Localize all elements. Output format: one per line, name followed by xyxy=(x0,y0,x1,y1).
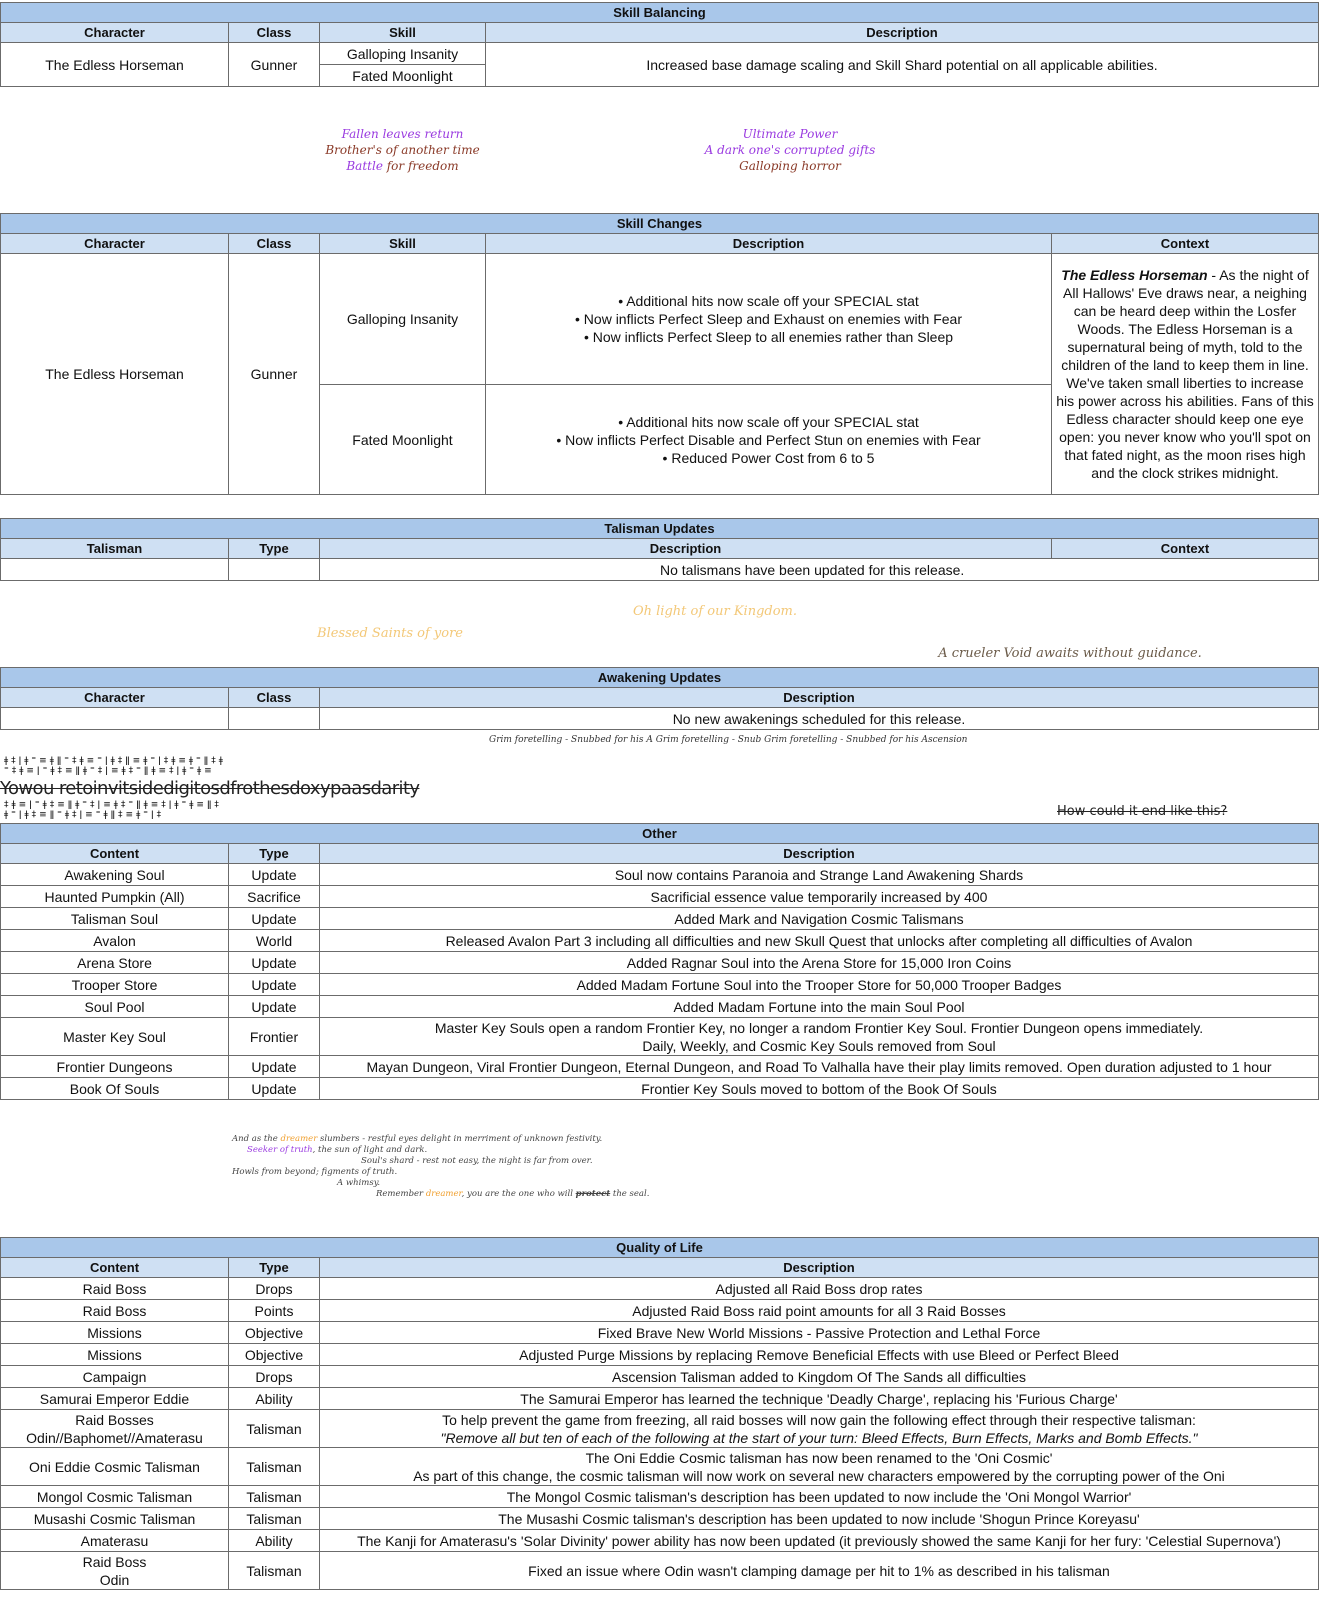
type-cell: Talisman xyxy=(229,1486,320,1508)
content-line: Soul Pool xyxy=(84,998,145,1015)
content-cell xyxy=(1,1410,229,1448)
type-cell: Update xyxy=(229,996,320,1018)
table-row xyxy=(1,886,1319,908)
description-cell xyxy=(320,996,1319,1018)
type-cell: Update xyxy=(229,952,320,974)
poem-left xyxy=(300,126,505,174)
poem-fragment: protect xyxy=(575,1189,611,1199)
description-line: Fixed Brave New World Missions - Passive Protection and Lethal Force xyxy=(597,1324,1041,1341)
content-cell xyxy=(1,930,229,952)
description-cell xyxy=(320,1278,1319,1300)
column-header: Description xyxy=(320,688,1319,708)
poem-fragment: the seal. xyxy=(610,1189,650,1199)
type-cell: Talisman xyxy=(229,1410,320,1448)
description-cell xyxy=(320,1410,1319,1448)
poem-fragment: , the sun of light and dark. xyxy=(312,1145,428,1155)
description-line: Fixed an issue where Odin wasn't clamping damage per hit to 1% as described in his talisman xyxy=(528,1562,1110,1579)
description-cell xyxy=(486,254,1052,385)
table-row xyxy=(1,1508,1319,1530)
description-line: Daily, Weekly, and Cosmic Key Souls removed from Soul xyxy=(642,1037,996,1054)
context-cell xyxy=(1052,254,1319,495)
content-cell xyxy=(1,1388,229,1410)
column-header: Character xyxy=(1,23,229,43)
skill-cell: Fated Moonlight xyxy=(320,385,486,495)
column-header: Content xyxy=(1,844,229,864)
description-cell xyxy=(320,1018,1319,1056)
table-row xyxy=(1,1388,1319,1410)
class-cell: Gunner xyxy=(229,254,320,495)
content-line: Oni Eddie Cosmic Talisman xyxy=(29,1458,200,1475)
type-cell: Ability xyxy=(229,1388,320,1410)
poem-line xyxy=(232,1134,602,1145)
table-row xyxy=(1,1078,1319,1100)
glitch-text xyxy=(0,756,420,820)
description-line: To help prevent the game from freezing, all raid bosses will now gain the following effect through their respective talisman: xyxy=(442,1411,1196,1428)
content-cell xyxy=(1,908,229,930)
section-title: Skill Changes xyxy=(1,214,1319,234)
poem-fragment: Remember xyxy=(376,1189,426,1199)
description-line: Added Madam Fortune Soul into the Trooper Store for 50,000 Trooper Badges xyxy=(576,976,1062,993)
column-header: Class xyxy=(229,234,320,254)
content-line: Raid Boss xyxy=(82,1553,147,1570)
quality-of-life-table xyxy=(0,1237,1319,1590)
content-cell xyxy=(1,952,229,974)
table-row xyxy=(1,1448,1319,1486)
type-cell: Ability xyxy=(229,1530,320,1552)
empty-cell xyxy=(229,708,320,730)
poem-line: A whimsy. xyxy=(337,1178,381,1188)
content-line: Musashi Cosmic Talisman xyxy=(33,1510,196,1527)
poem-line-kingdom: Oh light of our Kingdom. xyxy=(632,604,798,619)
table-row xyxy=(1,996,1319,1018)
column-header: Context xyxy=(1052,539,1319,559)
poem-word: Battle xyxy=(346,159,383,173)
description-cell: Increased base damage scaling and Skill Shard potential on all applicable abilities. xyxy=(486,43,1319,87)
column-header: Class xyxy=(229,688,320,708)
glitch-noise: ǂ‡ǀǂ⁼≡ǂǁ⁼‡ǂ≡⁼ǀǂ‡ǁ≡ǂ⁼ǀ‡ǂ≡ǂ⁼ǁ‡ǂ ⁼‡ǂ≡ǀ⁼ǂ‡≡ǁǂ⁼‡ǀ≡ǂ‡⁼ǁǂ≡‡ǀǂ⁼ǂ≡ xyxy=(4,756,226,776)
grim-foretelling-text: Grim foretelling - Snubbed for his A Grim foretelling - Snub Grim foretelling - Snubbed for his Ascension xyxy=(489,735,968,745)
type-cell: Objective xyxy=(229,1344,320,1366)
character-cell: The Edless Horseman xyxy=(1,254,229,495)
column-header: Description xyxy=(320,1258,1319,1278)
description-cell xyxy=(320,1366,1319,1388)
description-line: The Musashi Cosmic talisman's description has been updated to now include 'Shogun Prince Koreyasu' xyxy=(498,1510,1140,1527)
table-row xyxy=(1,1300,1319,1322)
description-cell xyxy=(320,974,1319,996)
content-line: Haunted Pumpkin (All) xyxy=(44,888,185,905)
description-cell xyxy=(320,1078,1319,1100)
column-header: Description xyxy=(486,234,1052,254)
table-row xyxy=(1,864,1319,886)
table-row xyxy=(1,1366,1319,1388)
type-cell: Drops xyxy=(229,1366,320,1388)
type-cell: Drops xyxy=(229,1278,320,1300)
other-table xyxy=(0,823,1319,1100)
column-header: Skill xyxy=(320,23,486,43)
content-line: Master Key Soul xyxy=(63,1028,166,1045)
poem-fragment: , you are the one who will xyxy=(461,1189,576,1199)
table-row xyxy=(1,930,1319,952)
description-line: The Samurai Emperor has learned the technique 'Deadly Charge', replacing his 'Furious Charge' xyxy=(520,1390,1118,1407)
type-cell: Update xyxy=(229,1056,320,1078)
description-line: As part of this change, the cosmic talisman will now work on several new characters empowered by the corrupting power of the Oni xyxy=(413,1467,1225,1484)
description-cell xyxy=(320,1508,1319,1530)
description-line: Adjusted Raid Boss raid point amounts for all 3 Raid Bosses xyxy=(632,1302,1006,1319)
empty-message: No talismans have been updated for this release. xyxy=(320,559,1319,581)
context-title: The Edless Horseman xyxy=(1061,267,1208,283)
table-row xyxy=(1,1056,1319,1078)
poem-line: A dark one's corrupted gifts xyxy=(704,143,876,157)
table-row xyxy=(1,908,1319,930)
content-line: Odin xyxy=(99,1571,130,1588)
poem-fragment: And as the xyxy=(232,1134,281,1144)
glitch-question: How could it end like this? xyxy=(1057,804,1228,819)
type-cell: World xyxy=(229,930,320,952)
content-cell xyxy=(1,864,229,886)
skill-cell: Galloping Insanity xyxy=(320,254,486,385)
description-line: • Now inflicts Perfect Sleep to all enemies rather than Sleep xyxy=(583,329,954,345)
description-cell xyxy=(320,1530,1319,1552)
empty-cell xyxy=(1,559,229,581)
poem-line: Ultimate Power xyxy=(742,127,838,141)
table-row xyxy=(1,1410,1319,1448)
description-cell xyxy=(320,952,1319,974)
poem-fragment: dreamer xyxy=(280,1134,318,1144)
content-cell xyxy=(1,1300,229,1322)
content-cell xyxy=(1,1366,229,1388)
poem-line xyxy=(300,158,505,174)
table-row xyxy=(1,1530,1319,1552)
skill-balancing-table xyxy=(0,2,1319,87)
table-row xyxy=(1,1486,1319,1508)
table-row xyxy=(1,1344,1319,1366)
content-cell xyxy=(1,1508,229,1530)
description-line: Frontier Key Souls moved to bottom of the Book Of Souls xyxy=(641,1080,997,1097)
content-line: Odin//Baphomet//Amaterasu xyxy=(26,1429,203,1446)
table-row xyxy=(1,1552,1319,1590)
content-line: Missions xyxy=(87,1324,142,1341)
section-title: Talisman Updates xyxy=(1,519,1319,539)
description-cell xyxy=(486,385,1052,495)
description-cell xyxy=(320,1448,1319,1486)
description-line: "Remove all but ten of each of the following at the start of your turn: Bleed Effects, Burn Effects, Marks and Bomb Effects." xyxy=(440,1429,1198,1446)
content-line: Trooper Store xyxy=(71,976,158,993)
description-cell xyxy=(320,1552,1319,1590)
poem-fragment: dreamer xyxy=(425,1189,462,1199)
table-row xyxy=(1,952,1319,974)
description-line: The Mongol Cosmic talisman's description has been updated to now include the 'Oni Mongol Warrior' xyxy=(506,1488,1132,1505)
column-header: Type xyxy=(229,539,320,559)
table-row xyxy=(1,1322,1319,1344)
content-line: Raid Bosses xyxy=(75,1411,154,1428)
table-row xyxy=(1,1018,1319,1056)
poem-line xyxy=(247,1145,427,1156)
description-line: The Oni Eddie Cosmic talisman has now been renamed to the 'Oni Cosmic' xyxy=(585,1449,1053,1466)
poem-dreamer xyxy=(0,1134,700,1212)
content-cell xyxy=(1,1552,229,1590)
column-header: Description xyxy=(320,539,1052,559)
description-line: Adjusted all Raid Boss drop rates xyxy=(715,1280,923,1297)
content-cell xyxy=(1,1056,229,1078)
type-cell: Talisman xyxy=(229,1552,320,1590)
content-line: Avalon xyxy=(93,932,136,949)
section-title: Skill Balancing xyxy=(1,3,1319,23)
content-cell xyxy=(1,1078,229,1100)
content-line: Arena Store xyxy=(77,954,152,971)
column-header: Context xyxy=(1052,234,1319,254)
content-line: Frontier Dungeons xyxy=(56,1058,173,1075)
description-line: Ascension Talisman added to Kingdom Of The Sands all difficulties xyxy=(611,1368,1027,1385)
description-line: Adjusted Purge Missions by replacing Remove Beneficial Effects with use Bleed or Perfect Bleed xyxy=(519,1346,1119,1363)
column-header: Description xyxy=(486,23,1319,43)
content-cell xyxy=(1,974,229,996)
description-line: • Now inflicts Perfect Disable and Perfect Stun on enemies with Fear xyxy=(556,431,981,448)
type-cell: Sacrifice xyxy=(229,886,320,908)
description-cell xyxy=(320,908,1319,930)
description-line: Added Mark and Navigation Cosmic Talismans xyxy=(674,910,964,927)
poem-fragment: slumbers - restful eyes delight in merriment of unknown festivity. xyxy=(317,1134,603,1144)
section-title: Other xyxy=(1,824,1319,844)
content-cell xyxy=(1,996,229,1018)
type-cell: Points xyxy=(229,1300,320,1322)
section-title: Awakening Updates xyxy=(1,668,1319,688)
column-header: Type xyxy=(229,844,320,864)
poem-line: Brother's of another time xyxy=(325,143,480,157)
content-line: Campaign xyxy=(82,1368,147,1385)
description-line: Released Avalon Part 3 including all difficulties and new Skull Quest that unlocks after completing all difficulties of Avalon xyxy=(445,932,1193,949)
type-cell: Update xyxy=(229,1078,320,1100)
context-text: - As the night of All Hallows' Eve draws near, a neighing can be heard deep within the Losfer Woods. The Edless Horseman is a supernatural being of myth, told to the children of the land to keep them in line. We've taken small liberties to increase his power across his abilities. Fans of this Edless character should keep one eye open: you never know who you'll spot on that fated night, as the moon rises high and the clock strikes midnight. xyxy=(1056,267,1314,481)
section-title: Quality of Life xyxy=(1,1238,1319,1258)
table-row xyxy=(1,1278,1319,1300)
column-header: Skill xyxy=(320,234,486,254)
poem-line: Howls from beyond; figments of truth. xyxy=(232,1167,398,1177)
content-line: Book Of Souls xyxy=(69,1080,160,1097)
description-cell xyxy=(320,886,1319,908)
column-header: Type xyxy=(229,1258,320,1278)
poem-line: Soul's shard - rest not easy, the night is far from over. xyxy=(361,1156,593,1166)
content-line: Raid Boss xyxy=(82,1302,147,1319)
content-cell xyxy=(1,1344,229,1366)
description-cell xyxy=(320,1344,1319,1366)
content-cell xyxy=(1,1448,229,1486)
table-row xyxy=(1,974,1319,996)
empty-cell xyxy=(1,708,229,730)
skill-cell: Fated Moonlight xyxy=(320,65,486,87)
description-cell xyxy=(320,1322,1319,1344)
content-cell xyxy=(1,1530,229,1552)
content-line: Raid Boss xyxy=(82,1280,147,1297)
column-header: Character xyxy=(1,688,229,708)
content-line: Samurai Emperor Eddie xyxy=(39,1390,190,1407)
column-header: Talisman xyxy=(1,539,229,559)
content-cell xyxy=(1,886,229,908)
type-cell: Frontier xyxy=(229,1018,320,1056)
description-line: Added Ragnar Soul into the Arena Store for 15,000 Iron Coins xyxy=(626,954,1012,971)
empty-message: No new awakenings scheduled for this release. xyxy=(320,708,1319,730)
empty-cell xyxy=(229,559,320,581)
poem-right xyxy=(670,126,910,174)
column-header: Description xyxy=(320,844,1319,864)
description-line: Master Key Souls open a random Frontier Key, no longer a random Frontier Key Soul. Frontier Dungeon opens immediately. xyxy=(434,1019,1204,1036)
description-line: Mayan Dungeon, Viral Frontier Dungeon, Eternal Dungeon, and Road To Valhalla have their play limits removed. Open duration adjusted to 1 hour xyxy=(366,1058,1272,1075)
content-cell xyxy=(1,1486,229,1508)
content-cell xyxy=(1,1278,229,1300)
content-cell xyxy=(1,1322,229,1344)
description-line: • Additional hits now scale off your SPECIAL stat xyxy=(618,293,919,309)
description-cell xyxy=(320,1486,1319,1508)
description-line: The Kanji for Amaterasu's 'Solar Divinity' power ability has now been updated (it previously showed the same Kanji for her fury: 'Celestial Supernova') xyxy=(357,1532,1281,1549)
glitch-noise: ‡ǂ≡ǀ⁼ǂ‡≡ǁǂ⁼‡ǀ≡ǂ‡⁼ǁǂ≡‡ǀǂ⁼ǂ≡ǁ‡ ǂ⁼ǀǂ‡≡ǁ⁼ǂ‡ǀ≡⁼ǂǁ‡≡ǂ⁼ǀ‡ xyxy=(4,800,222,820)
content-line: Missions xyxy=(87,1346,142,1363)
type-cell: Update xyxy=(229,864,320,886)
content-line: Awakening Soul xyxy=(64,866,165,883)
description-line: • Now inflicts Perfect Sleep and Exhaust on enemies with Fear xyxy=(575,311,962,327)
description-line: • Additional hits now scale off your SPECIAL stat xyxy=(618,413,919,430)
skill-changes-table xyxy=(0,213,1319,495)
content-line: Mongol Cosmic Talisman xyxy=(36,1488,193,1505)
description-line: Sacrificial essence value temporarily increased by 400 xyxy=(650,888,988,905)
poem-word: for freedom xyxy=(382,159,459,173)
character-cell: The Edless Horseman xyxy=(1,43,229,87)
poem-line-saints: Blessed Saints of yore xyxy=(317,626,463,641)
description-line: Added Madam Fortune into the main Soul Pool xyxy=(673,998,965,1015)
description-cell xyxy=(320,930,1319,952)
type-cell: Update xyxy=(229,974,320,996)
poem-line-void: A crueler Void awaits without guidance. xyxy=(938,646,1202,661)
column-header: Content xyxy=(1,1258,229,1278)
poem-fragment: Seeker of truth xyxy=(247,1145,313,1155)
description-line: • Reduced Power Cost from 6 to 5 xyxy=(662,449,875,466)
content-line: Talisman Soul xyxy=(70,910,159,927)
glitch-main-text: Yowou retoinvitsidedigitosdfrothesdoxypaasdarity xyxy=(0,778,420,799)
poem-line: Fallen leaves return xyxy=(341,127,464,141)
type-cell: Objective xyxy=(229,1322,320,1344)
description-line: Soul now contains Paranoia and Strange Land Awakening Shards xyxy=(614,866,1024,883)
type-cell: Talisman xyxy=(229,1448,320,1486)
awakening-updates-table xyxy=(0,667,1319,730)
class-cell: Gunner xyxy=(229,43,320,87)
poem-line: Galloping horror xyxy=(739,159,841,173)
column-header: Character xyxy=(1,234,229,254)
poem-line xyxy=(376,1189,649,1200)
description-cell xyxy=(320,1300,1319,1322)
type-cell: Update xyxy=(229,908,320,930)
content-cell xyxy=(1,1018,229,1056)
skill-cell: Galloping Insanity xyxy=(320,43,486,65)
type-cell: Talisman xyxy=(229,1508,320,1530)
talisman-updates-table xyxy=(0,518,1319,581)
description-cell xyxy=(320,1056,1319,1078)
content-line: Amaterasu xyxy=(80,1532,149,1549)
description-cell xyxy=(320,1388,1319,1410)
description-cell xyxy=(320,864,1319,886)
column-header: Class xyxy=(229,23,320,43)
